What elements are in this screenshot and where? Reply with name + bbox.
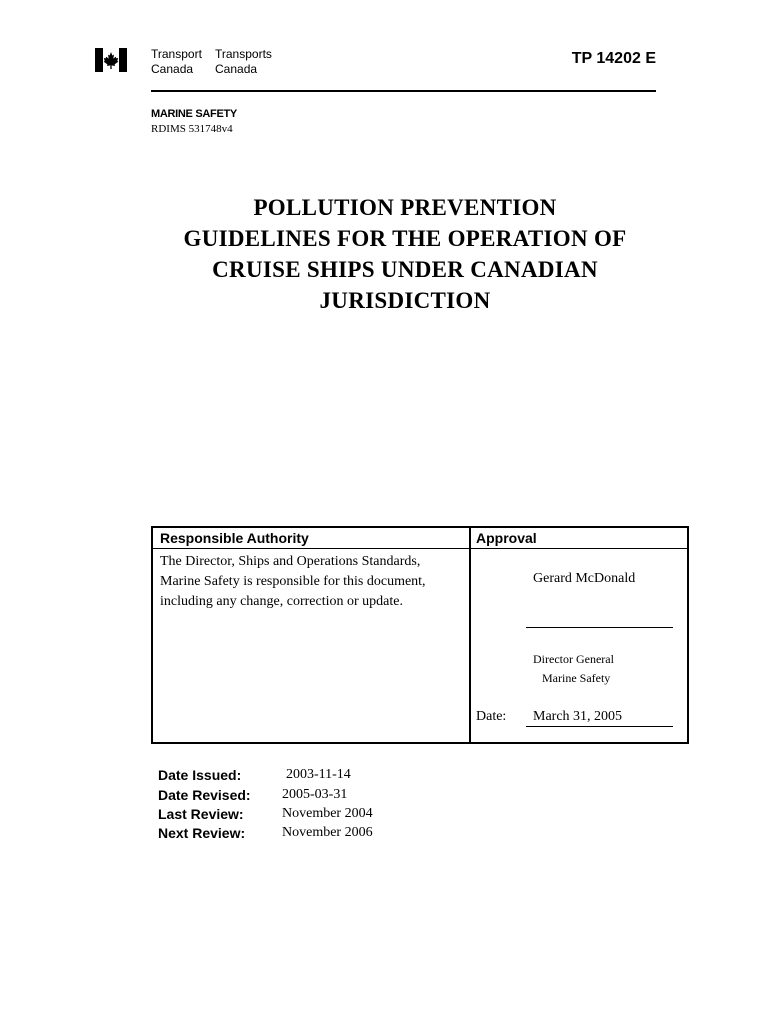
department-name-french [215,47,272,77]
header-rule [151,90,656,92]
dept-fr-line2: Canada [215,62,258,76]
date-underline [526,726,673,727]
table-column-divider [469,528,471,742]
table-header-divider [153,548,687,549]
approval-date-label: Date: [476,709,507,724]
title-line: JURISDICTION [319,288,491,313]
dept-fr-line1: Transports [215,47,272,61]
approval-header: Approval [476,530,537,546]
title-line: GUIDELINES FOR THE OPERATION OF [183,226,627,251]
date-revised-label: Date Revised: [158,787,251,803]
responsible-authority-header: Responsible Authority [160,530,309,546]
date-issued-label: Date Issued: [158,767,242,783]
approval-date-value: March 31, 2005 [533,709,623,724]
last-review-value: November 2004 [282,806,373,821]
authority-approval-table [151,526,689,744]
last-review-label: Last Review: [158,806,244,822]
approver-title: Director General [533,652,614,666]
rdims-number: RDIMS 531748v4 [151,123,233,135]
signature-line [526,627,673,628]
date-issued-value: 2003-11-14 [286,767,351,782]
dept-en-line2: Canada [151,62,194,76]
title-line: CRUISE SHIPS UNDER CANADIAN [212,257,598,282]
title-line: POLLUTION PREVENTION [253,195,557,220]
document-title [130,192,680,316]
approver-name: Gerard McDonald [533,571,636,586]
approver-unit: Marine Safety [542,671,611,685]
responsibility-statement: The Director, Ships and Operations Standards, Marine Safety is responsible for this document, including any change, correction or update. [160,554,426,609]
department-name-english [151,47,202,77]
next-review-value: November 2006 [282,825,373,840]
document-number: TP 14202 E [571,50,656,67]
section-label: MARINE SAFETY [151,108,237,120]
canada-flag-icon [95,48,127,72]
date-revised-value: 2005-03-31 [282,787,348,802]
next-review-label: Next Review: [158,825,246,841]
dept-en-line1: Transport [151,47,202,61]
